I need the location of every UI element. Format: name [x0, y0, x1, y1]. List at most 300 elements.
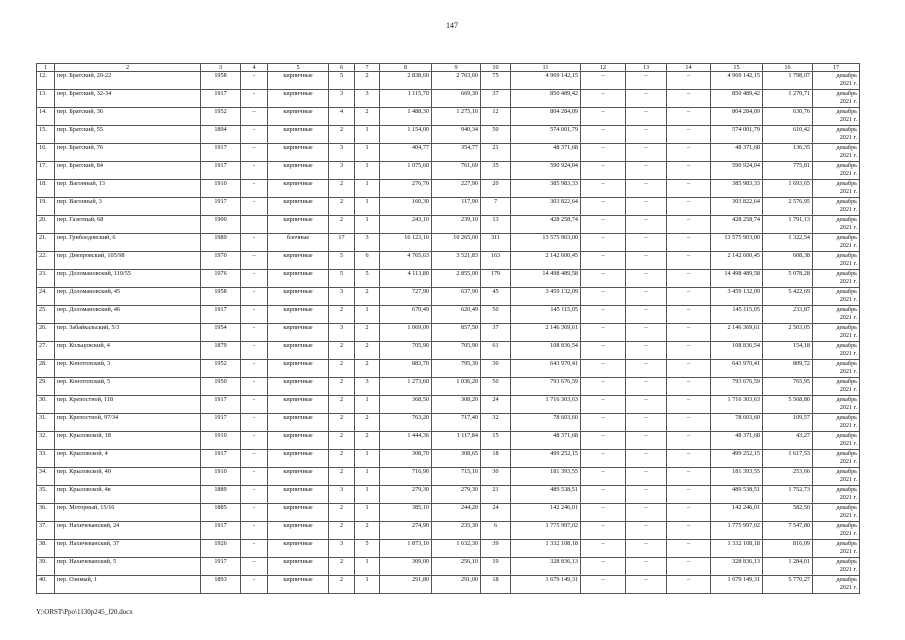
col-4-cell [241, 216, 268, 234]
col-14-cell: – [667, 414, 711, 432]
col-13-cell: – [626, 504, 667, 522]
cost-total-cell: 1 679 149,31 [711, 576, 763, 594]
col-4-cell: - [241, 180, 268, 198]
deadline-year: 2021 г. [839, 331, 857, 339]
col-14-cell: – [667, 504, 711, 522]
address-cell: пер. Братский, 32-34 [55, 90, 201, 108]
total-cost-cell: 1 332 108,18 [511, 540, 581, 558]
header-cell: 10 [481, 64, 511, 72]
deadline-month: декабрь [836, 450, 857, 457]
entrances-cell: 2 [355, 288, 380, 306]
col-13-cell: – [626, 234, 667, 252]
col-13-cell: – [626, 540, 667, 558]
deadline-month: декабрь [836, 558, 857, 565]
year-built-cell: 1917 [201, 144, 241, 162]
total-cost-cell: 14 498 489,58 [511, 270, 581, 288]
col-13-cell: – [626, 306, 667, 324]
year-built-cell: 1952 [201, 108, 241, 126]
col-4-cell: - [241, 324, 268, 342]
row-number-cell: 18. [37, 180, 55, 198]
deadline-cell [813, 234, 860, 252]
col-14-cell: – [667, 234, 711, 252]
address-cell: пер. Конотопский, 3 [55, 360, 201, 378]
row-number-cell: 22. [37, 252, 55, 270]
entrances-cell: 2 [355, 522, 380, 540]
year-built-cell: 1989 [201, 234, 241, 252]
address-cell: пер. Кольцовский, 4 [55, 342, 201, 360]
col-4-cell: - [241, 576, 268, 594]
table-row [37, 252, 860, 270]
col-12-cell: – [581, 90, 626, 108]
address-cell: пер. Нахичеванский, 5 [55, 558, 201, 576]
entrances-cell: 1 [355, 576, 380, 594]
col-14-cell: – [667, 90, 711, 108]
deadline-cell [813, 414, 860, 432]
residents-cell: 18 [481, 450, 511, 468]
deadline-month: декабрь [836, 396, 857, 403]
table-row [37, 342, 860, 360]
col-12-cell: – [581, 558, 626, 576]
deadline-year: 2021 г. [839, 277, 857, 285]
deadline-cell [813, 288, 860, 306]
deadline-month: декабрь [836, 576, 857, 583]
col-14-cell: – [667, 558, 711, 576]
total-cost-cell: 1 716 303,63 [511, 396, 581, 414]
residents-cell: 30 [481, 360, 511, 378]
year-built-cell: 1885 [201, 504, 241, 522]
deadline-year: 2021 г. [839, 133, 857, 141]
col-13-cell: – [626, 324, 667, 342]
address-cell: пер. Вагонный, 3 [55, 198, 201, 216]
col-12-cell: – [581, 576, 626, 594]
table-row [37, 270, 860, 288]
row-number-cell: 34. [37, 468, 55, 486]
residents-cell: 179 [481, 270, 511, 288]
living-area-cell: 1 275,10 [432, 108, 481, 126]
floors-cell: 5 [329, 72, 355, 90]
header-cell: 9 [432, 64, 481, 72]
col-13-cell: – [626, 396, 667, 414]
deadline-cell [813, 342, 860, 360]
deadline-year: 2021 г. [839, 169, 857, 177]
floors-cell: 2 [329, 216, 355, 234]
cost-total-cell: 4 969 142,15 [711, 72, 763, 90]
deadline-year: 2021 г. [839, 241, 857, 249]
residents-cell: 13 [481, 216, 511, 234]
wall-material-cell: кирпичные [268, 576, 329, 594]
total-area-cell: 763,20 [380, 414, 432, 432]
data-table [36, 63, 860, 594]
total-cost-cell: 2 142 600,45 [511, 252, 581, 270]
residents-cell: 7 [481, 198, 511, 216]
cost-per-sqm-cell: 43,27 [763, 432, 813, 450]
deadline-year: 2021 г. [839, 187, 857, 195]
living-area-cell: 239,10 [432, 216, 481, 234]
cost-per-sqm-cell: 1 270,71 [763, 90, 813, 108]
total-cost-cell: 1 679 149,31 [511, 576, 581, 594]
floors-cell: 4 [329, 108, 355, 126]
cost-total-cell: 142 246,01 [711, 504, 763, 522]
year-built-cell: 1889 [201, 486, 241, 504]
floors-cell: 2 [329, 522, 355, 540]
row-number-cell: 12. [37, 72, 55, 90]
total-cost-cell: 108 836,54 [511, 342, 581, 360]
residents-cell: 50 [481, 378, 511, 396]
header-cell: 14 [667, 64, 711, 72]
deadline-year: 2021 г. [839, 151, 857, 159]
deadline-cell [813, 162, 860, 180]
entrances-cell: 2 [355, 432, 380, 450]
address-cell: пер. Конотопский, 5 [55, 378, 201, 396]
col-4-cell: – [241, 144, 268, 162]
floors-cell: 2 [329, 468, 355, 486]
deadline-month: декабрь [836, 126, 857, 133]
wall-material-cell: кирпичные [268, 144, 329, 162]
total-cost-cell: 4 969 142,15 [511, 72, 581, 90]
deadline-month: декабрь [836, 504, 857, 511]
deadline-year: 2021 г. [839, 349, 857, 357]
address-cell: пер. Днепровский, 105/98 [55, 252, 201, 270]
cost-per-sqm-cell: 582,50 [763, 504, 813, 522]
floors-cell: 2 [329, 378, 355, 396]
deadline-cell [813, 558, 860, 576]
col-4-cell: - [241, 396, 268, 414]
cost-total-cell: 78 603,60 [711, 414, 763, 432]
col-12-cell: – [581, 198, 626, 216]
deadline-year: 2021 г. [839, 493, 857, 501]
col-12-cell: – [581, 504, 626, 522]
deadline-cell [813, 108, 860, 126]
col-14-cell: – [667, 252, 711, 270]
header-row [37, 64, 860, 72]
col-12-cell: – [581, 252, 626, 270]
year-built-cell: 1958 [201, 72, 241, 90]
cost-per-sqm-cell: 109,57 [763, 414, 813, 432]
total-cost-cell: 1 775 997,02 [511, 522, 581, 540]
col-4-cell: - [241, 540, 268, 558]
address-cell: пер. Крыловской, 18 [55, 432, 201, 450]
cost-total-cell: 13 575 903,00 [711, 234, 763, 252]
total-cost-cell: 142 246,01 [511, 504, 581, 522]
living-area-cell: 244,20 [432, 504, 481, 522]
year-built-cell: 1917 [201, 522, 241, 540]
deadline-year: 2021 г. [839, 565, 857, 573]
row-number-cell: 35. [37, 486, 55, 504]
deadline-cell [813, 324, 860, 342]
deadline-month: декабрь [836, 90, 857, 97]
total-cost-cell: 499 252,15 [511, 450, 581, 468]
table-row [37, 396, 860, 414]
col-13-cell: – [626, 576, 667, 594]
floors-cell: 2 [329, 504, 355, 522]
col-14-cell: – [667, 72, 711, 90]
year-built-cell: 1917 [201, 558, 241, 576]
wall-material-cell: кирпичные [268, 288, 329, 306]
row-number-cell: 33. [37, 450, 55, 468]
cost-total-cell: 48 371,68 [711, 144, 763, 162]
cost-total-cell: 590 924,04 [711, 162, 763, 180]
residents-cell: 61 [481, 342, 511, 360]
header-cell: 2 [55, 64, 201, 72]
col-14-cell: – [667, 468, 711, 486]
living-area-cell: 857,50 [432, 324, 481, 342]
cost-per-sqm-cell: 5 568,80 [763, 396, 813, 414]
col-14-cell: – [667, 342, 711, 360]
col-4-cell: - [241, 234, 268, 252]
living-area-cell: 620,49 [432, 306, 481, 324]
col-14-cell: – [667, 126, 711, 144]
cost-per-sqm-cell: 5 770,27 [763, 576, 813, 594]
floors-cell: 2 [329, 342, 355, 360]
cost-per-sqm-cell: 610,42 [763, 126, 813, 144]
deadline-cell [813, 576, 860, 594]
row-number-cell: 23. [37, 270, 55, 288]
cost-per-sqm-cell: 1 798,07 [763, 72, 813, 90]
total-area-cell: 705,90 [380, 342, 432, 360]
entrances-cell: 1 [355, 504, 380, 522]
living-area-cell: 2 763,60 [432, 72, 481, 90]
total-cost-cell: 643 970,41 [511, 360, 581, 378]
living-area-cell: 308,20 [432, 396, 481, 414]
wall-material-cell: блочные [268, 234, 329, 252]
deadline-year: 2021 г. [839, 403, 857, 411]
cost-per-sqm-cell: 1 752,73 [763, 486, 813, 504]
cost-per-sqm-cell: 809,72 [763, 360, 813, 378]
table-row [37, 90, 860, 108]
total-cost-cell: 590 924,04 [511, 162, 581, 180]
deadline-cell [813, 306, 860, 324]
address-cell: пер. Братский, 76 [55, 144, 201, 162]
row-number-cell: 40. [37, 576, 55, 594]
total-cost-cell: 145 115,05 [511, 306, 581, 324]
year-built-cell: 1958 [201, 288, 241, 306]
row-number-cell: 25. [37, 306, 55, 324]
cost-total-cell: 14 498 489,58 [711, 270, 763, 288]
col-14-cell: – [667, 540, 711, 558]
row-number-cell: 29. [37, 378, 55, 396]
entrances-cell: 1 [355, 126, 380, 144]
wall-material-cell: кирпичные [268, 360, 329, 378]
residents-cell: 311 [481, 234, 511, 252]
row-number-cell: 20. [37, 216, 55, 234]
address-cell: пер. Забайкальский, 5/3 [55, 324, 201, 342]
row-number-cell: 37. [37, 522, 55, 540]
address-cell: пер. Нахичеванский, 24 [55, 522, 201, 540]
cost-per-sqm-cell: 816,09 [763, 540, 813, 558]
total-area-cell: 368,50 [380, 396, 432, 414]
total-area-cell: 1 075,60 [380, 162, 432, 180]
entrances-cell: 1 [355, 198, 380, 216]
address-cell: пер. Крыловской, 40 [55, 468, 201, 486]
deadline-month: декабрь [836, 324, 857, 331]
col-4-cell: - [241, 306, 268, 324]
deadline-cell [813, 252, 860, 270]
table-row [37, 306, 860, 324]
entrances-cell: 1 [355, 180, 380, 198]
year-built-cell: 1917 [201, 306, 241, 324]
col-12-cell: – [581, 324, 626, 342]
total-area-cell: 1 069,00 [380, 324, 432, 342]
deadline-month: декабрь [836, 216, 857, 223]
col-12-cell: – [581, 486, 626, 504]
deadline-year: 2021 г. [839, 457, 857, 465]
table-row [37, 432, 860, 450]
table-row [37, 486, 860, 504]
floors-cell: 3 [329, 540, 355, 558]
floors-cell: 17 [329, 234, 355, 252]
table-row [37, 540, 860, 558]
cost-per-sqm-cell: 5 078,28 [763, 270, 813, 288]
residents-cell: 30 [481, 468, 511, 486]
col-4-cell: - [241, 270, 268, 288]
address-cell: пер. Вагонный, 13 [55, 180, 201, 198]
deadline-year: 2021 г. [839, 295, 857, 303]
deadline-cell [813, 216, 860, 234]
deadline-year: 2021 г. [839, 313, 857, 321]
deadline-cell [813, 198, 860, 216]
col-4-cell: - [241, 468, 268, 486]
col-14-cell: – [667, 450, 711, 468]
deadline-month: декабрь [836, 252, 857, 259]
entrances-cell: 6 [355, 252, 380, 270]
col-14-cell: – [667, 360, 711, 378]
year-built-cell: 1976 [201, 270, 241, 288]
entrances-cell: 1 [355, 558, 380, 576]
cost-per-sqm-cell: 1 284,01 [763, 558, 813, 576]
deadline-cell [813, 540, 860, 558]
col-12-cell: – [581, 540, 626, 558]
deadline-year: 2021 г. [839, 223, 857, 231]
cost-per-sqm-cell: 7 547,80 [763, 522, 813, 540]
row-number-cell: 36. [37, 504, 55, 522]
table-row [37, 234, 860, 252]
floors-cell: 2 [329, 558, 355, 576]
table-row [37, 198, 860, 216]
col-13-cell: – [626, 288, 667, 306]
residents-cell: 12 [481, 108, 511, 126]
wall-material-cell: кирпичные [268, 72, 329, 90]
year-built-cell: 1917 [201, 414, 241, 432]
deadline-month: декабрь [836, 486, 857, 493]
cost-total-cell: 385 983,33 [711, 180, 763, 198]
floors-cell: 2 [329, 414, 355, 432]
total-cost-cell: 793 676,59 [511, 378, 581, 396]
col-13-cell: – [626, 342, 667, 360]
deadline-cell [813, 486, 860, 504]
col-13-cell: – [626, 468, 667, 486]
col-12-cell: – [581, 414, 626, 432]
col-13-cell: – [626, 144, 667, 162]
col-12-cell: – [581, 126, 626, 144]
entrances-cell: 5 [355, 540, 380, 558]
col-12-cell: – [581, 180, 626, 198]
total-area-cell: 308,70 [380, 450, 432, 468]
deadline-month: декабрь [836, 234, 857, 241]
deadline-year: 2021 г. [839, 115, 857, 123]
residents-cell: 21 [481, 144, 511, 162]
total-cost-cell: 850 489,42 [511, 90, 581, 108]
row-number-cell: 28. [37, 360, 55, 378]
deadline-month: декабрь [836, 144, 857, 151]
total-cost-cell: 48 371,68 [511, 144, 581, 162]
deadline-month: декабрь [836, 288, 857, 295]
total-area-cell: 243,10 [380, 216, 432, 234]
col-14-cell: – [667, 180, 711, 198]
row-number-cell: 21. [37, 234, 55, 252]
table-row [37, 414, 860, 432]
cost-per-sqm-cell: 253,66 [763, 468, 813, 486]
col-4-cell: - [241, 198, 268, 216]
total-cost-cell: 385 983,33 [511, 180, 581, 198]
living-area-cell: 1 036,20 [432, 378, 481, 396]
col-4-cell: - [241, 432, 268, 450]
wall-material-cell: кирпичные [268, 162, 329, 180]
deadline-year: 2021 г. [839, 421, 857, 429]
row-number-cell: 27. [37, 342, 55, 360]
row-number-cell: 31. [37, 414, 55, 432]
col-12-cell: – [581, 108, 626, 126]
row-number-cell: 38. [37, 540, 55, 558]
deadline-month: декабрь [836, 468, 857, 475]
wall-material-cell: кирпичные [268, 90, 329, 108]
floors-cell: 3 [329, 288, 355, 306]
living-area-cell: 3 521,83 [432, 252, 481, 270]
deadline-month: декабрь [836, 432, 857, 439]
col-12-cell: – [581, 378, 626, 396]
col-12-cell: – [581, 522, 626, 540]
cost-per-sqm-cell: 775,81 [763, 162, 813, 180]
address-cell: пер. Братский, 20-22 [55, 72, 201, 90]
col-4-cell: – [241, 558, 268, 576]
col-13-cell: – [626, 126, 667, 144]
deadline-cell [813, 72, 860, 90]
residents-cell: 32 [481, 414, 511, 432]
header-cell: 3 [201, 64, 241, 72]
cost-per-sqm-cell: 154,18 [763, 342, 813, 360]
col-14-cell: – [667, 144, 711, 162]
col-4-cell: – [241, 450, 268, 468]
wall-material-cell: кирпичные [268, 216, 329, 234]
year-built-cell: 1970 [201, 252, 241, 270]
table-row [37, 468, 860, 486]
living-area-cell: 117,90 [432, 198, 481, 216]
cost-per-sqm-cell: 1 693,65 [763, 180, 813, 198]
residents-cell: 50 [481, 306, 511, 324]
row-number-cell: 16. [37, 144, 55, 162]
floors-cell: 5 [329, 252, 355, 270]
deadline-cell [813, 522, 860, 540]
total-area-cell: 291,80 [380, 576, 432, 594]
col-4-cell: - [241, 126, 268, 144]
total-area-cell: 385,10 [380, 504, 432, 522]
deadline-year: 2021 г. [839, 205, 857, 213]
deadline-cell [813, 180, 860, 198]
deadline-cell [813, 90, 860, 108]
cost-per-sqm-cell: 765,95 [763, 378, 813, 396]
cost-per-sqm-cell: 2 503,05 [763, 324, 813, 342]
residents-cell: 6 [481, 522, 511, 540]
cost-total-cell: 428 258,74 [711, 216, 763, 234]
entrances-cell: 1 [355, 216, 380, 234]
deadline-cell [813, 504, 860, 522]
col-13-cell: – [626, 252, 667, 270]
total-area-cell: 4 113,80 [380, 270, 432, 288]
cost-total-cell: 574 001,79 [711, 126, 763, 144]
table-row [37, 108, 860, 126]
col-13-cell: – [626, 162, 667, 180]
residents-cell: 37 [481, 324, 511, 342]
header-cell: 8 [380, 64, 432, 72]
